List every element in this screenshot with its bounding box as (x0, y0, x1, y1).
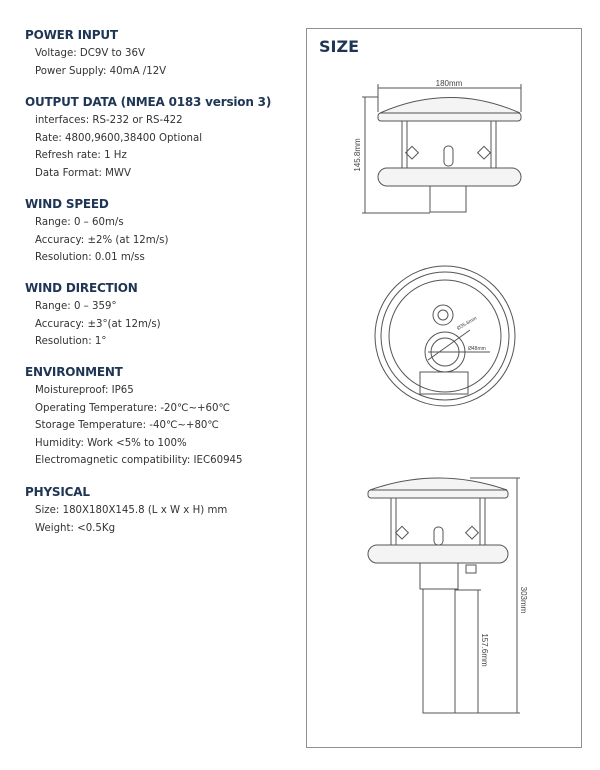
section-title: OUTPUT DATA (NMEA 0183 version 3) (25, 95, 272, 109)
spec-line: Storage Temperature: -40℃~+80℃ (35, 420, 219, 432)
top-view-drawing (375, 266, 515, 406)
pole-length-label: 157.6mm (480, 633, 489, 667)
spec-line: Accuracy: ±2% (at 12m/s) (35, 234, 169, 246)
section-title: PHYSICAL (25, 485, 90, 499)
spec-line: Power Supply: 40mA /12V (35, 65, 167, 77)
outer-diameter-label: Ø48mm (468, 346, 486, 352)
spec-line: Data Format: MWV (35, 167, 131, 179)
spec-line: Accuracy: ±3°(at 12m/s) (35, 318, 161, 330)
height-dimension-label: 145.8mm (353, 138, 362, 172)
section-title: ENVIRONMENT (25, 365, 123, 379)
spec-line: Humidity: Work <5% to 100% (35, 437, 187, 449)
spec-line: interfaces: RS-232 or RS-422 (35, 115, 183, 126)
spec-line: Range: 0 – 60m/s (35, 217, 124, 228)
spec-line: Operating Temperature: -20℃~+60℃ (35, 402, 230, 414)
total-height-label: 303mm (519, 586, 528, 614)
inner-diameter-label: Ø35.6mm (456, 315, 479, 332)
spec-line: Moistureproof: IP65 (35, 385, 134, 396)
spec-line: Resolution: 0.01 m/ss (35, 252, 145, 264)
width-dimension-label: 180mm (435, 79, 463, 88)
spec-line: Range: 0 – 359° (35, 301, 117, 312)
side-view-drawing (362, 84, 521, 213)
section-title: POWER INPUT (25, 28, 118, 42)
spec-line: Weight: <0.5Kg (35, 522, 116, 534)
spec-line: Refresh rate: 1 Hz (35, 150, 127, 162)
section-title: WIND SPEED (25, 197, 109, 211)
section-title: WIND DIRECTION (25, 281, 138, 295)
spec-line: Size: 180X180X145.8 (L x W x H) mm (35, 505, 228, 516)
spec-line: Electromagnetic compatibility: IEC60945 (35, 455, 243, 467)
spec-line: Voltage: DC9V to 36V (35, 48, 145, 59)
spec-line: Rate: 4800,9600,38400 Optional (35, 132, 203, 144)
size-title: SIZE (319, 37, 360, 56)
mounted-view-drawing (368, 478, 520, 713)
spec-line: Resolution: 1° (35, 336, 107, 348)
